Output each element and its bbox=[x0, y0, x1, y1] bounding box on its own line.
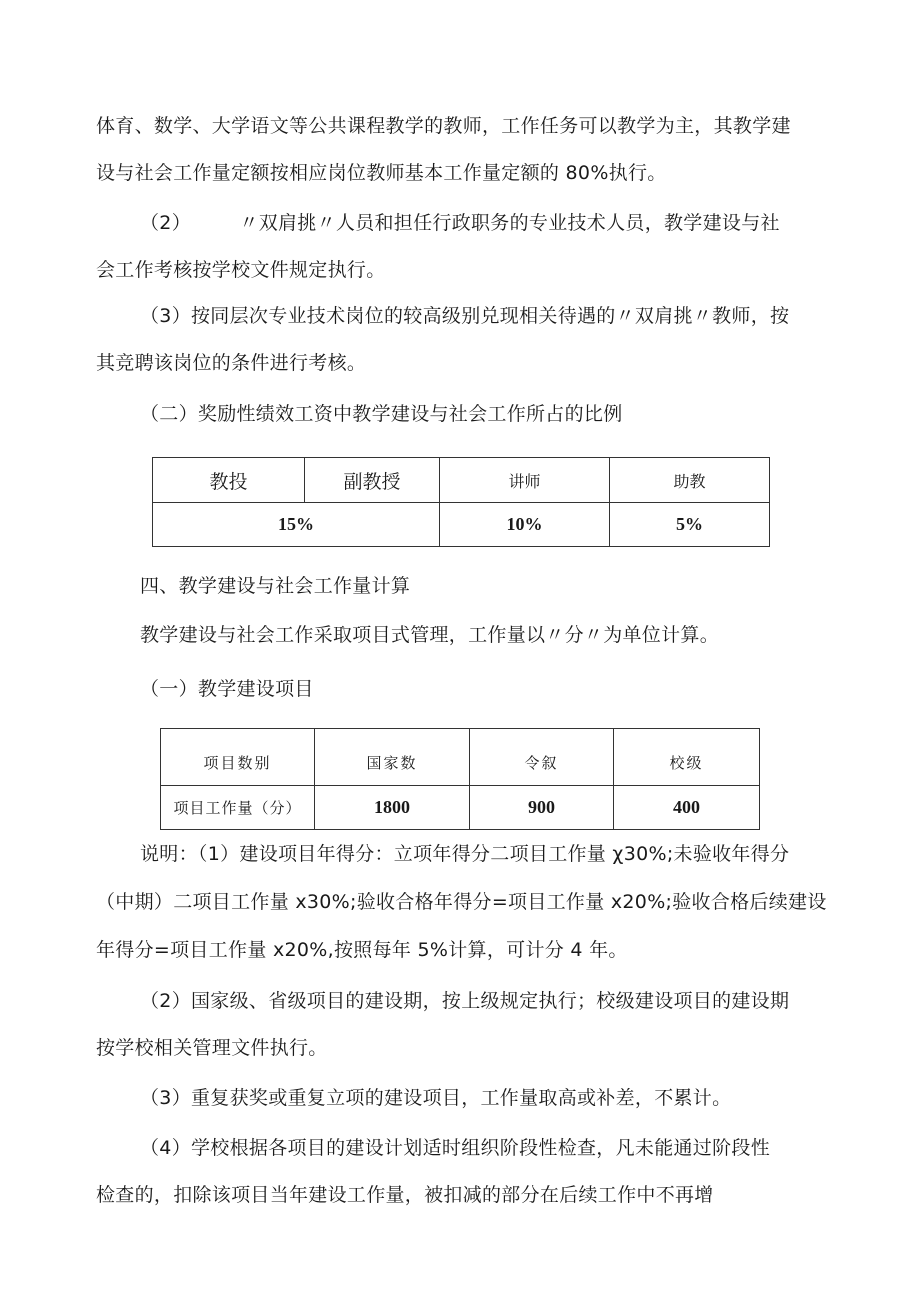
paragraph-line: 会工作考核按学校文件规定执行。 bbox=[96, 259, 386, 281]
header-cell-professor: 教投 bbox=[153, 458, 305, 503]
paragraph-line: 检查的，扣除该项目当年建设工作量，被扣减的部分在后续工作中不再增 bbox=[96, 1184, 714, 1206]
value-cell-national: 1800 bbox=[315, 786, 470, 830]
paragraph-line: （2）国家级、省级项目的建设期，按上级规定执行；校级建设项目的建设期 bbox=[140, 990, 790, 1012]
table-row bbox=[161, 786, 760, 830]
header-cell-national: 国家数 bbox=[315, 729, 470, 786]
value-cell-lecturer: 10% bbox=[440, 503, 610, 547]
paragraph-line: 体育、数学、大学语文等公共课程教学的教师，工作任务可以教学为主，其教学建 bbox=[96, 115, 791, 137]
table-row bbox=[161, 729, 760, 786]
header-cell-lecturer: 讲师 bbox=[440, 458, 610, 503]
ratio-table bbox=[152, 457, 770, 547]
row-label-workload: 项目工作量（分） bbox=[161, 786, 315, 830]
header-cell-provincial: 令叙 bbox=[470, 729, 614, 786]
header-cell-school: 校级 bbox=[614, 729, 760, 786]
paragraph-line: 按学校相关管理文件执行。 bbox=[96, 1037, 328, 1059]
header-cell-assistant: 助教 bbox=[610, 458, 770, 503]
paragraph-line: （2） 〃双肩挑〃人员和担任行政职务的专业技术人员，教学建设与社 bbox=[140, 212, 780, 234]
paragraph-line: （4）学校根据各项目的建设计划适时组织阶段性检查，凡未能通过阶段性 bbox=[140, 1137, 770, 1159]
header-cell-associate-professor: 副教授 bbox=[305, 458, 440, 503]
project-table bbox=[160, 728, 760, 830]
value-cell-provincial: 900 bbox=[470, 786, 614, 830]
paragraph-line: （中期）二项目工作量 x30%;验收合格年得分=项目工作量 x20%;验收合格后续建设 bbox=[96, 891, 827, 913]
paragraph-line: 年得分=项目工作量 x20%,按照每年 5%计算，可计分 4 年。 bbox=[96, 939, 628, 961]
subsection-heading: （一）教学建设项目 bbox=[140, 678, 314, 700]
table-row bbox=[153, 503, 770, 547]
paragraph-line: （3）重复获奖或重复立项的建设项目，工作量取高或补差，不累计。 bbox=[140, 1087, 732, 1109]
header-cell-project-category: 项目数别 bbox=[161, 729, 315, 786]
paragraph-line: 教学建设与社会工作采取项目式管理，工作量以〃分〃为单位计算。 bbox=[140, 624, 720, 646]
section-heading: 四、教学建设与社会工作量计算 bbox=[140, 575, 411, 597]
paragraph-line: （3）按同层次专业技术岗位的较高级别兑现相关待遇的〃双肩挑〃教师，按 bbox=[140, 305, 790, 327]
value-cell-school: 400 bbox=[614, 786, 760, 830]
value-cell-professor-associate: 15% bbox=[153, 503, 440, 547]
paragraph-line: 说明：（1）建设项目年得分：立项年得分二项目工作量 χ30%;未验收年得分 bbox=[140, 843, 790, 865]
section-heading: （二）奖励性绩效工资中教学建设与社会工作所占的比例 bbox=[140, 403, 623, 425]
table-row bbox=[153, 458, 770, 503]
paragraph-line: 设与社会工作量定额按相应岗位教师基本工作量定额的 80%执行。 bbox=[96, 162, 667, 184]
paragraph-line: 其竞聘该岗位的条件进行考核。 bbox=[96, 352, 367, 374]
value-cell-assistant: 5% bbox=[610, 503, 770, 547]
